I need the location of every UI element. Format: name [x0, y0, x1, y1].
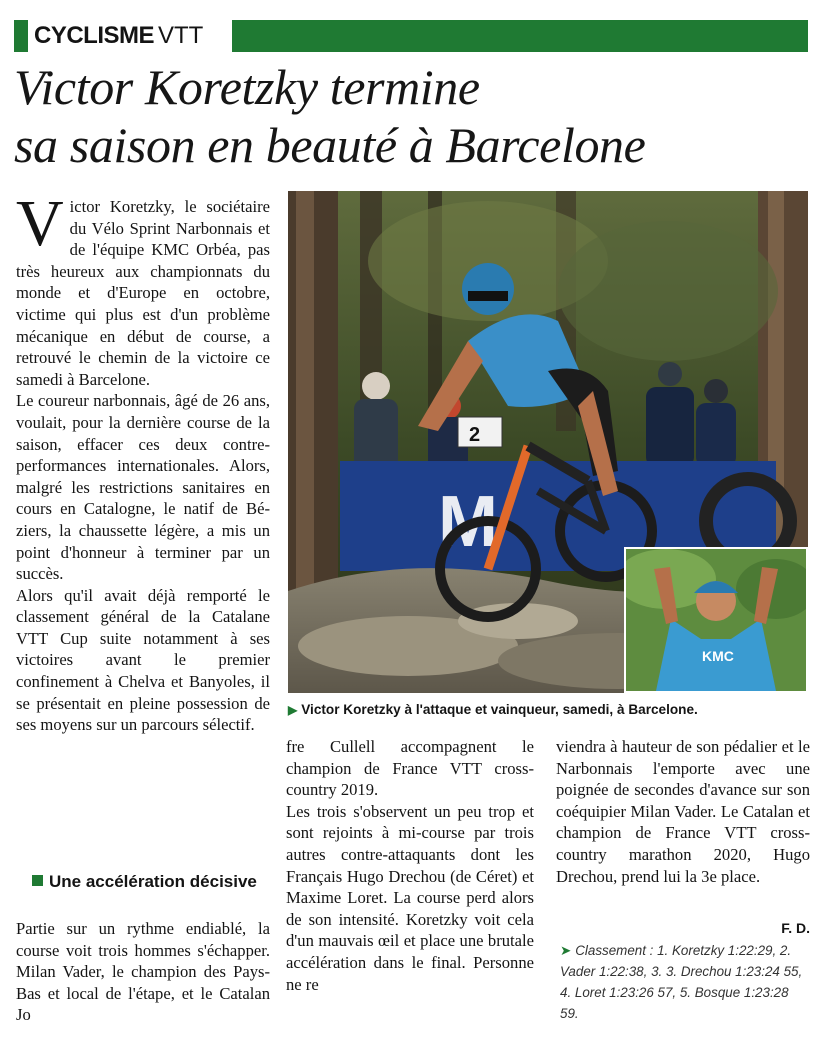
subsection-name: VTT: [158, 22, 204, 49]
banner-letter: M: [438, 482, 498, 562]
paragraph-1-text: ictor Koretzky, le sociétaire du Vélo Sprint Narbonnais et de l'équipe KMC Orbéa, pas très heureux aux championnats du monde et d'Europe en octobre, victime qui plus est d'un problème mécanique en début de course, a retrouvé le chemin de la victoire ce samedi à Barcelone.: [16, 197, 270, 389]
article-column-1-continued: [16, 918, 270, 1026]
paragraph-intro: [16, 187, 270, 390]
rubric-bar: [232, 20, 808, 52]
author-signature: F. D.: [781, 920, 810, 936]
headline-line-2: sa saison en beauté à Barcelone: [14, 117, 646, 173]
ranking-box: [560, 940, 810, 1024]
winner-illustration: [626, 549, 806, 691]
inset-winner-photo: [624, 547, 808, 693]
subhead-square-icon: [32, 875, 43, 886]
jersey-text: KMC: [702, 648, 734, 664]
bib-number: 2: [469, 424, 481, 446]
article-column-1: [16, 187, 270, 736]
article-column-3: [556, 736, 810, 887]
headline: [14, 58, 814, 174]
headline-line-1: Victor Koretzky termine: [14, 59, 480, 115]
section-rubric: [34, 20, 203, 52]
article-subhead: [32, 872, 272, 892]
article-column-2: [286, 736, 534, 995]
subhead-text: Une accélération décisive: [49, 872, 257, 891]
ranking-label: Classement :: [575, 943, 654, 958]
paragraph-2: Le coureur narbonnais, âgé de 26 ans, voulait, pour la dernière course de la saison, effacer ces deux contre-performances internationales. Alors, malgré les restrictions sanitaires en cours en Catalogne, le natif de Béziers, la chaussette légère, a mis un point d'honneur à terminer par un succès.: [16, 391, 270, 584]
section-name: CYCLISME: [34, 22, 155, 49]
paragraph-3: Alors qu'il avait déjà remporté le classement général de la Catalane VTT Cup suite notamment à ses victoires avant le premier confinement à Chelva et Banyoles, il se présentait en pleine possession de ses moyens sur un parcours sélectif.: [16, 585, 270, 735]
ranking-text: 1. Koretzky 1:22:29, 2. Vader 1:22:38, 3. 3. Drechou 1:23:24 55, 4. Loret 1:23:26 57, 5. Bosque 1:23:28 59.: [560, 943, 803, 1021]
rubric-accent-block: [14, 20, 28, 52]
arrow-icon: ➤: [560, 943, 572, 958]
paragraph-5: Les trois s'observent un peu trop et sont rejoints à mi-course par trois autres contre-attaquants dont les Français Hugo Drechou (de Céret) et Maxime Loret. La course perd alors de son intensité. Koretzky voit cela d'un mauvais œil et place une brutale accélération dans le final. Personne ne re: [286, 801, 534, 994]
caption-triangle-icon: ▶: [288, 703, 298, 717]
caption-text: Victor Koretzky à l'attaque et vainqueur, samedi, à Barcelone.: [301, 702, 698, 717]
paragraph-6: viendra à hauteur de son pédalier et le Narbonnais l'emporte avec une poignée de secondes d'avance sur son coéquipier Milan Vader. Le Catalan et champion de France VTT cross-country marathon 2020, Hugo Drechou, prend lui la 3e place.: [556, 737, 810, 886]
drop-cap: V: [16, 187, 64, 260]
paragraph-4-part-2: fre Cullell accompagnent le champion de France VTT cross-country 2019.: [286, 737, 534, 800]
paragraph-4-part-1: Partie sur un rythme endiablé, la course voit trois hommes s'échapper. Milan Vader, le champion des Pays-Bas et local de l'étape, et le Catalan Jo: [16, 919, 270, 1025]
photo-caption: [288, 701, 808, 719]
